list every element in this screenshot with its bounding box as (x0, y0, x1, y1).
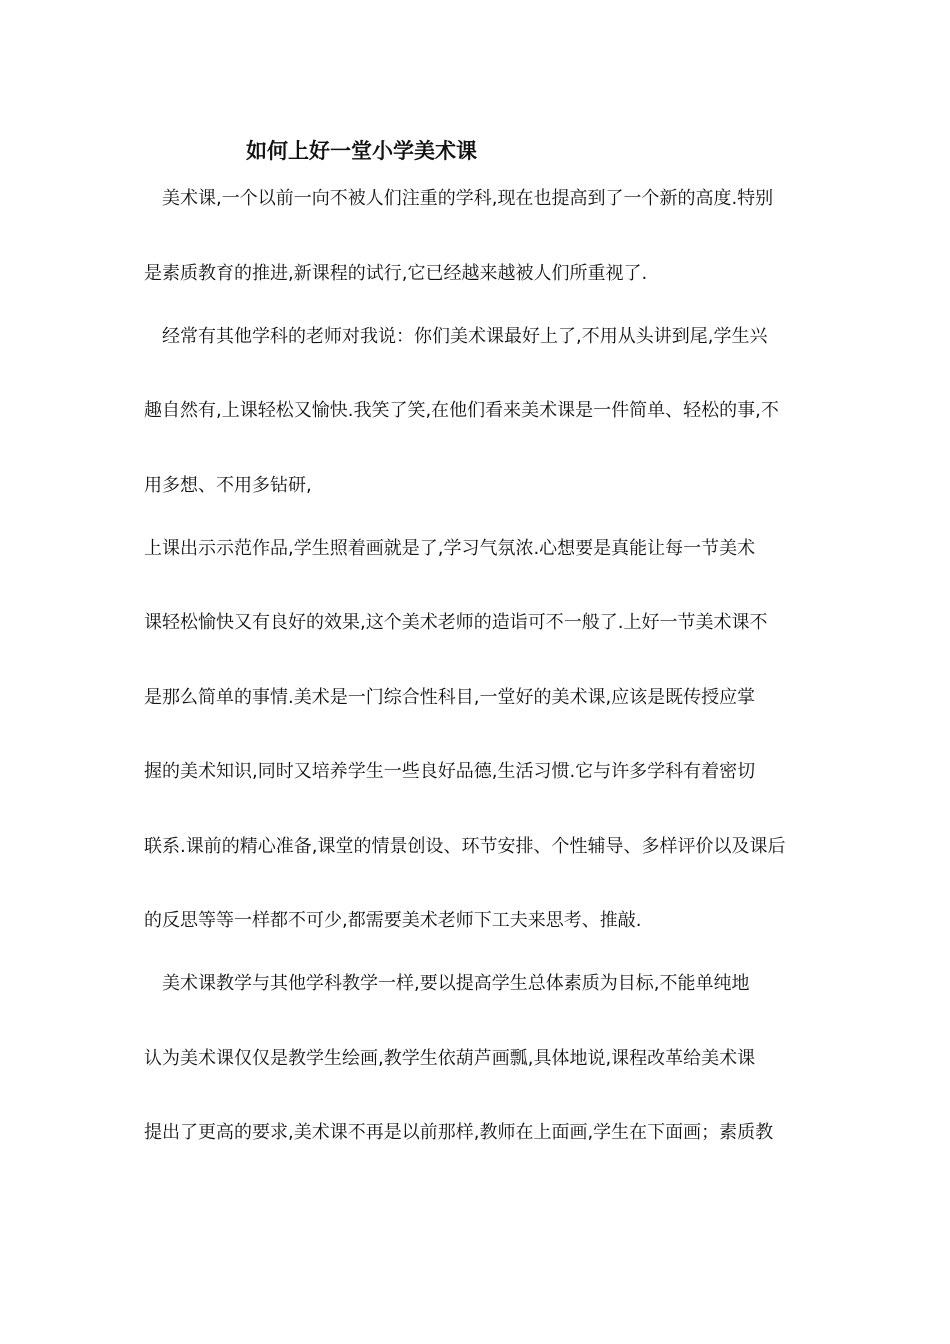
paragraph-line: 握的美术知识,同时又培养学生一些良好品德,生活习惯.它与许多学科有着密切 (144, 761, 756, 782)
paragraph-line: 趣自然有,上课轻松又愉快.我笑了笑,在他们看来美术课是一件简单、轻松的事,不 (144, 400, 779, 421)
paragraph-line: 是那么简单的事情.美术是一门综合性科目,一堂好的美术课,应该是既传授应掌 (144, 687, 756, 708)
paragraph-line: 是素质教育的推进,新课程的试行,它已经越来越被人们所重视了. (144, 263, 648, 284)
paragraph-line: 课轻松愉快又有良好的效果,这个美术老师的造诣可不一般了.上好一节美术课不 (144, 612, 768, 633)
paragraph-line: 用多想、不用多钻研, (144, 475, 312, 496)
paragraph-line: 上课出示示范作品,学生照着画就是了,学习气氛浓.心想要是真能让每一节美术 (144, 538, 756, 559)
document-title: 如何上好一堂小学美术课 (246, 139, 477, 163)
paragraph-line: 的反思等等一样都不可少,都需要美术老师下工夫来思考、推敲. (144, 910, 642, 931)
paragraph-line: 认为美术课仅仅是教学生绘画,教学生依葫芦画瓢,具体地说,课程改革给美术课 (144, 1048, 756, 1069)
paragraph-line: 美术课,一个以前一向不被人们注重的学科,现在也提高到了一个新的高度.特别 (144, 188, 774, 209)
paragraph-line: 经常有其他学科的老师对我说：你们美术课最好上了,不用从头讲到尾,学生兴 (144, 326, 768, 347)
paragraph-line: 美术课教学与其他学科教学一样,要以提高学生总体素质为目标,不能单纯地 (144, 973, 750, 994)
paragraph-line: 提出了更高的要求,美术课不再是以前那样,教师在上面画,学生在下面画；素质教 (144, 1122, 774, 1143)
paragraph-line: 联系.课前的精心准备,课堂的情景创设、环节安排、个性辅导、多样评价以及课后 (144, 836, 786, 857)
